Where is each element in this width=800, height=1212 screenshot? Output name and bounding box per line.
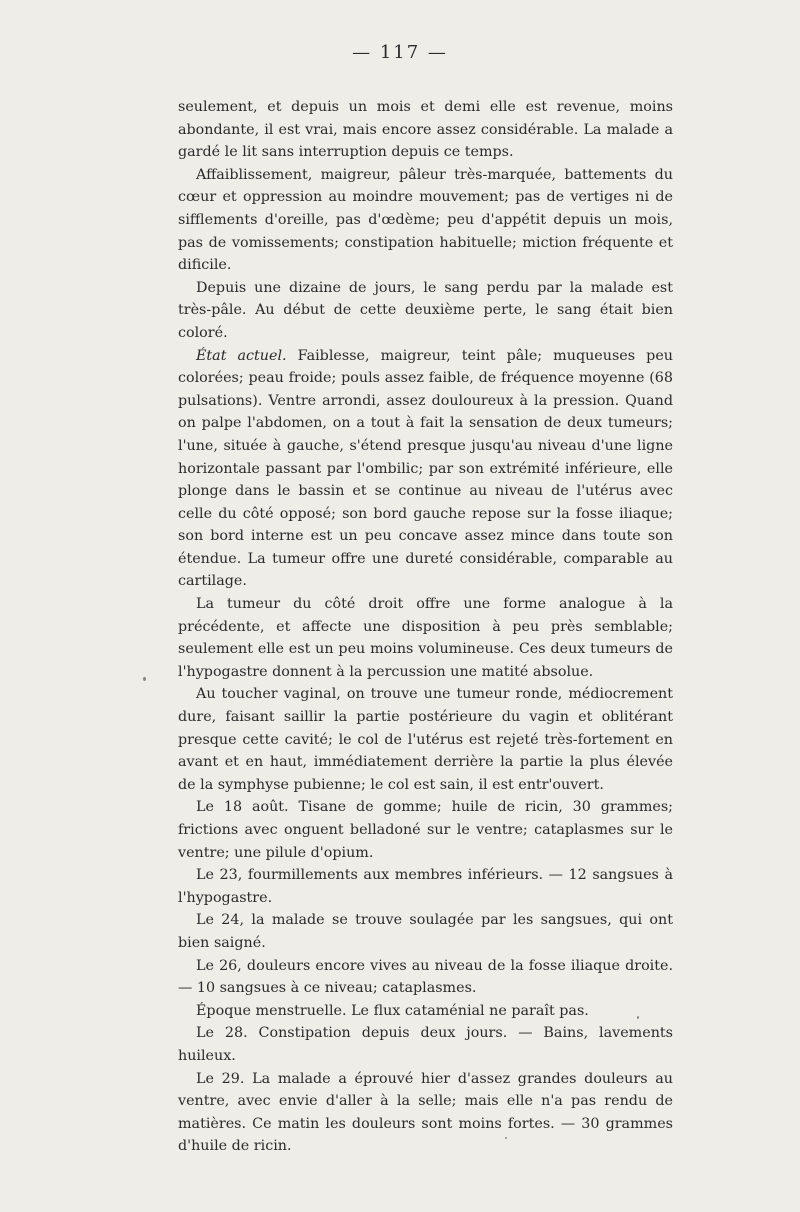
section-lead-italic: État actuel. [196, 347, 287, 364]
paragraph-text: seulement, et depuis un mois et demi elle est revenue, moins abondante, il est vrai, mais encore assez considérable. La malade a gardé le lit sans interruption depuis ce temps. [178, 99, 673, 161]
paragraph-text: Affaiblissement, maigreur, pâleur très-marquée, battements du cœur et oppression au moindre mouvement; pas de vertiges ni de sifflements d'oreille, pas d'œdème; peu d'appétit depuis un mois, pas de vomissements; constipation habituelle; miction fréquente et dificile. [178, 166, 673, 274]
paragraph-text: Faiblesse, maigreur, teint pâle; muqueuses peu colorées; peau froide; pouls assez faible, de fréquence moyenne (68 pulsations). Ventre arrondi, assez douloureux à la pression. Quand on palpe l'abdomen, on a tout à fait la sensation de deux tumeurs; l'une, située à gauche, s'étend presque jusqu'au niveau d'une ligne horizontale passant par l'ombilic; par son extrémité inférieure, elle plonge dans le bassin et se continue au niveau de l'utérus avec celle du côté opposé; son bord gauche repose sur la fosse iliaque; son bord interne est un peu concave assez mince dans toute son étendue. La tumeur offre une dureté considérable, comparable au cartilage. [178, 347, 673, 590]
paragraph-text: La tumeur du côté droit offre une forme analogue à la précédente, et affecte une disposition à peu près semblable; seulement elle est un peu moins volumineuse. Ces deux tumeurs de l'hypogastre donnent à la percussion une matité absolue. [178, 596, 673, 680]
paragraph-text: Époque menstruelle. Le flux cataménial ne paraît pas. [196, 1002, 589, 1019]
paragraph [178, 277, 673, 345]
paragraph [178, 345, 673, 594]
paragraph-text: Le 18 août. Tisane de gomme; huile de ricin, 30 grammes; frictions avec onguent belladoné sur le ventre; cataplasmes sur le ventre; une pilule d'opium. [178, 799, 673, 861]
paragraph [178, 864, 673, 909]
paragraph-text: Le 29. La malade a éprouvé hier d'assez grandes douleurs au ventre, avec envie d'aller à la selle; mais elle n'a pas rendu de matières. Ce matin les douleurs sont moins fortes. — 30 grammes d'huile de ricin. [178, 1070, 673, 1155]
paper-speck [143, 677, 146, 681]
paragraph-text: Depuis une dizaine de jours, le sang perdu par la malade est très-pâle. Au début de cette deuxième perte, le sang était bien coloré. [178, 279, 673, 341]
page-number: — 117 — [352, 42, 448, 63]
page-body [178, 96, 673, 1158]
paper-speck [505, 1137, 507, 1139]
paragraph-text: Le 26, douleurs encore vives au niveau de la fosse iliaque droite. — 10 sangsues à ce niveau; cataplasmes. [178, 957, 673, 997]
paragraph [178, 1000, 673, 1023]
paper-speck [637, 1016, 639, 1019]
paragraph [178, 1068, 673, 1158]
paragraph-text: Au toucher vaginal, on trouve une tumeur ronde, médiocrement dure, faisant saillir la partie postérieure du vagin et oblitérant presque cette cavité; le col de l'utérus est rejeté très-fortement en avant et en haut, immédiatement derrière la partie la plus élevée de la symphyse pubienne; le col est sain, il est entr'ouvert. [178, 686, 673, 793]
paragraph-text: Le 23, fourmillements aux membres inférieurs. — 12 sangsues à l'hypogastre. [178, 867, 673, 906]
paragraph [178, 164, 673, 277]
paragraph-text: Le 24, la malade se trouve soulagée par les sangsues, qui ont bien saigné. [178, 912, 673, 951]
paragraph [178, 96, 673, 164]
paragraph [178, 955, 673, 1000]
paragraph [178, 1022, 673, 1067]
paragraph [178, 683, 673, 796]
paragraph [178, 909, 673, 954]
paragraph [178, 796, 673, 864]
paragraph-text: Le 28. Constipation depuis deux jours. — Bains, lavements huileux. [178, 1025, 673, 1064]
paragraph [178, 593, 673, 683]
